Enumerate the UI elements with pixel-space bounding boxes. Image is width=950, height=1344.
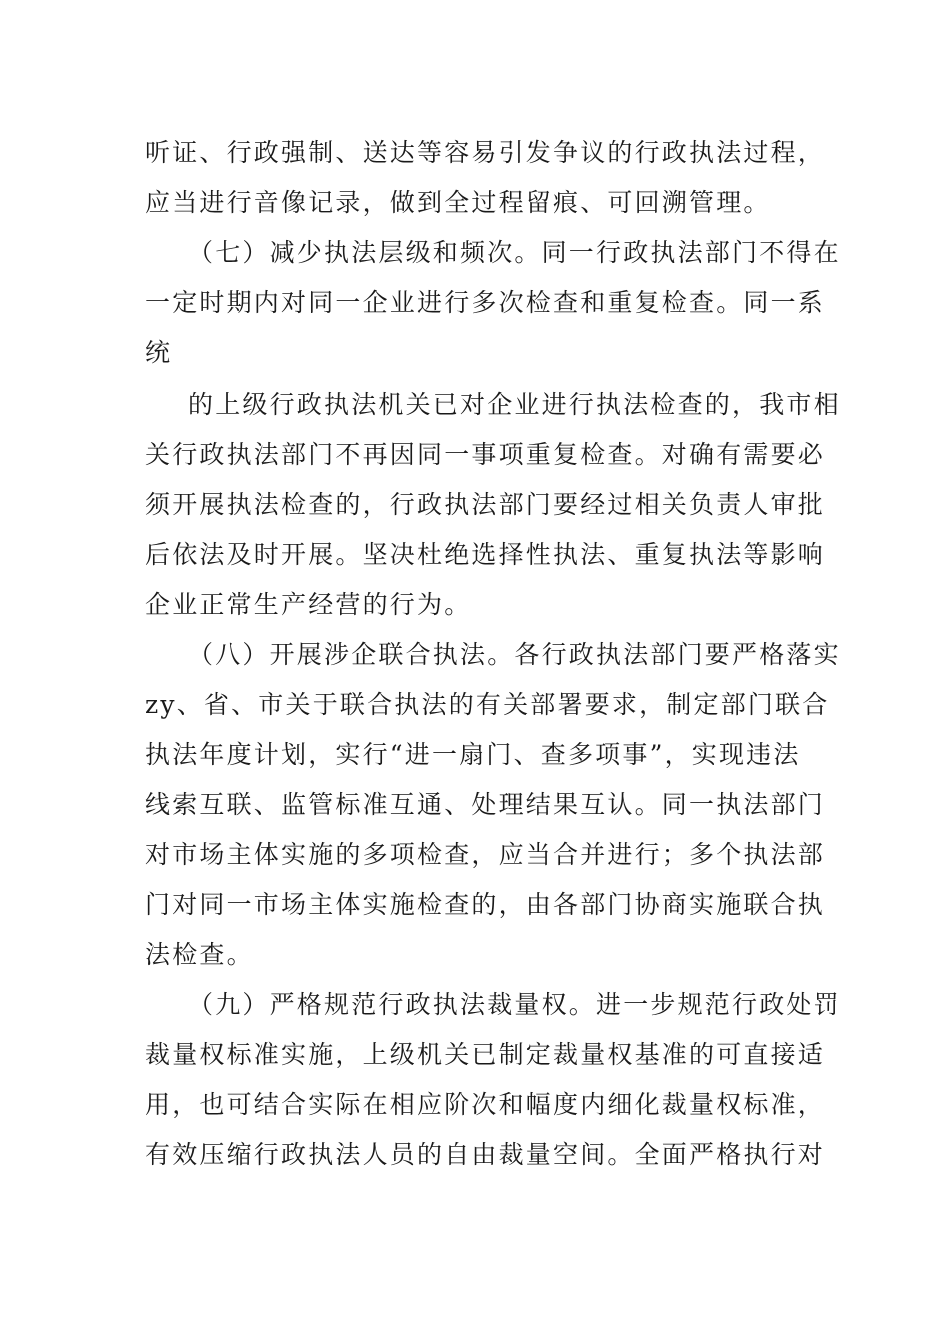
text-line: 关行政执法部门不再因同一事项重复检查。对确有需要必 xyxy=(145,440,826,469)
text-line: 对市场主体实施的多项检查，应当合并进行；多个执法部 xyxy=(145,840,826,869)
text-line: 法检查。 xyxy=(145,940,254,969)
paragraph-section-9 xyxy=(145,980,841,1180)
text-line: （七）减少执法层级和频次。同一行政执法部门不得在 xyxy=(188,238,841,267)
text-line: （九）严格规范行政执法裁量权。进一步规范行政处罚 xyxy=(188,990,841,1019)
text-line: 后依法及时开展。坚决杜绝选择性执法、重复执法等影响 xyxy=(145,540,826,569)
text-line: 须开展执法检查的，行政执法部门要经过相关负责人审批 xyxy=(145,490,826,519)
text-line: 应当进行音像记录，做到全过程留痕、可回溯管理。 xyxy=(145,188,771,217)
text-line: 听证、行政强制、送达等容易引发争议的行政执法过程， xyxy=(145,138,826,167)
paragraph-section-7 xyxy=(145,228,841,378)
text-line: 线索互联、监管标准互通、处理结果互认。同一执法部门 xyxy=(145,790,826,819)
text-line: 企业正常生产经营的行为。 xyxy=(145,590,472,619)
paragraph-section-7-continued xyxy=(145,380,841,630)
text-line: 裁量权标准实施，上级机关已制定裁量权基准的可直接适 xyxy=(145,1040,826,1069)
text-line: 的上级行政执法机关已对企业进行执法检查的，我市相 xyxy=(188,390,841,419)
text-line: 用，也可结合实际在相应阶次和幅度内细化裁量权标准， xyxy=(145,1090,826,1119)
text-line: zy、省、市关于联合执法的有关部署要求，制定部门联合 xyxy=(145,690,830,719)
text-line: 门对同一市场主体实施检查的，由各部门协商实施联合执 xyxy=(145,890,826,919)
text-line: （八）开展涉企联合执法。各行政执法部门要严格落实 xyxy=(188,640,841,669)
paragraph-section-8 xyxy=(145,630,841,980)
text-line: 执法年度计划，实行“进一扇门、查多项事”，实现违法 xyxy=(145,740,801,769)
text-line: 一定时期内对同一企业进行多次检查和重复检查。同一系 xyxy=(145,288,826,317)
text-line: 有效压缩行政执法人员的自由裁量空间。全面严格执行对 xyxy=(145,1140,826,1169)
paragraph-audio-video-record xyxy=(145,128,826,228)
text-line: 统 xyxy=(145,338,173,367)
